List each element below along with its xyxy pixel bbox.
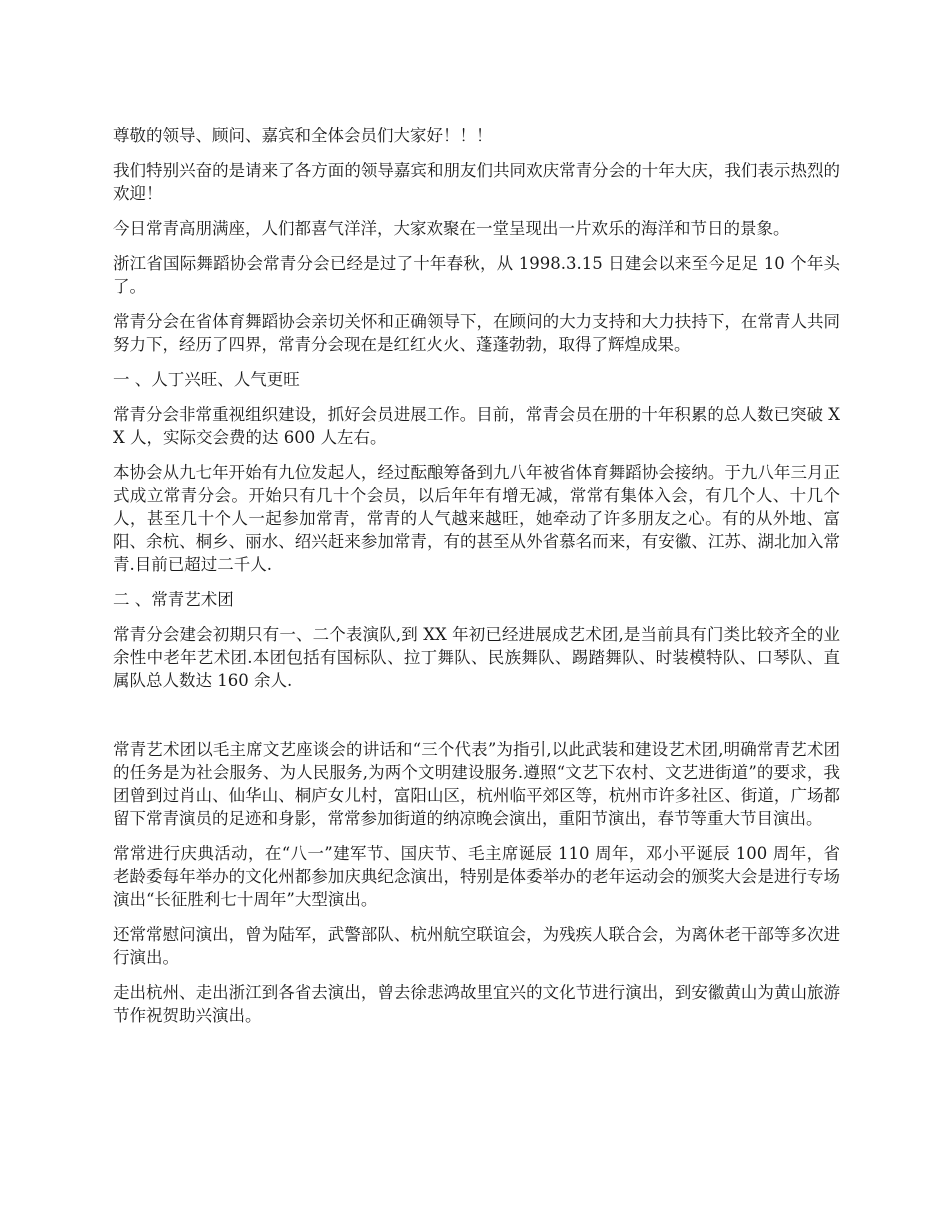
blank-gap	[113, 704, 840, 738]
paragraph-welcome: 我们特别兴奋的是请来了各方面的领导嘉宾和朋友们共同欢庆常青分会的十年大庆，我们表示热烈的欢迎！	[113, 161, 840, 203]
paragraph-atmosphere: 今日常青高朋满座，人们都喜气洋洋，大家欢聚在一堂呈现出一片欢乐的海洋和节日的景象。	[113, 219, 790, 238]
paragraph-history: 浙江省国际舞蹈协会常青分会已经是过了十年春秋，从 1998.3.15 日建会以来至今足足 10 个年头了。	[113, 254, 840, 296]
greeting: 尊敬的领导、顾问、嘉宾和全体会员们大家好！！！	[113, 126, 493, 145]
paragraph-troupe-mission: 常青艺术团以毛主席文艺座谈会的讲话和“三个代表”为指引,以此武装和建设艺术团,明确常青艺术团的任务是为社会服务、为人民服务,为两个文明建设服务.遵照“文艺下农村、文艺进街道”的要求，我团曾到过肖山、仙华山、桐庐女儿村，富阳山区，杭州临平郊区等，杭州市许多社区、街道，广场都留下常青演员的足迹和身影，常常参加街道的纳凉晚会演出，重阳节演出，春节等重大节目演出。	[113, 740, 840, 828]
paragraph-membership: 常青分会非常重视组织建设，抓好会员进展工作。目前，常青会员在册的十年积累的总人数已突破 XX 人，实际交会费的达 600 人左右。	[113, 405, 840, 447]
paragraph-touring: 走出杭州、走出浙江到各省去演出，曾去徐悲鸿故里宜兴的文化节进行演出，到安徽黄山为黄山旅游节作祝贺助兴演出。	[113, 983, 840, 1025]
paragraph-condolence-shows: 还常常慰问演出，曾为陆军，武警部队、杭州航空联谊会，为残疾人联合会，为离休老干部等多次进行演出。	[113, 925, 840, 967]
paragraph-celebrations: 常常进行庆典活动，在“八一”建军节、国庆节、毛主席诞辰 110 周年，邓小平诞辰 100 周年，省老龄委每年举办的文化州都参加庆典纪念演出，特别是体委举办的老年运动会的颁奖大会是进行专场演出“长征胜利七十周年”大型演出。	[113, 844, 840, 909]
section-heading-art-troupe: 二 、常青艺术团	[113, 590, 234, 609]
paragraph-achievements: 常青分会在省体育舞蹈协会亲切关怀和正确领导下，在顾问的大力支持和大力扶持下，在常青人共同努力下，经历了四界，常青分会现在是红红火火、蓬蓬勃勃，取得了辉煌成果。	[113, 312, 840, 354]
document-body	[113, 124, 840, 1039]
section-heading-membership: 一 、人丁兴旺、人气更旺	[113, 370, 300, 389]
paragraph-art-troupe: 常青分会建会初期只有一、二个表演队,到 XX 年初已经进展成艺术团,是当前具有门类比较齐全的业余性中老年艺术团.本团包括有国标队、拉丁舞队、民族舞队、踢踏舞队、时装模特队、口琴队、直属队总人数达 160 余人.	[113, 625, 840, 690]
paragraph-founding: 本协会从九七年开始有九位发起人，经过酝酿筹备到九八年被省体育舞蹈协会接纳。于九八年三月正式成立常青分会。开始只有几十个会员，以后年年有增无减，常常有集体入会，有几个人、十几个人，甚至几十个人一起参加常青，常青的人气越来越旺，她牵动了许多朋友之心。有的从外地、富阳、余杭、桐乡、丽水、绍兴赶来参加常青，有的甚至从外省慕名而来，有安徽、江苏、湖北加入常青.目前已超过二千人.	[113, 463, 840, 574]
